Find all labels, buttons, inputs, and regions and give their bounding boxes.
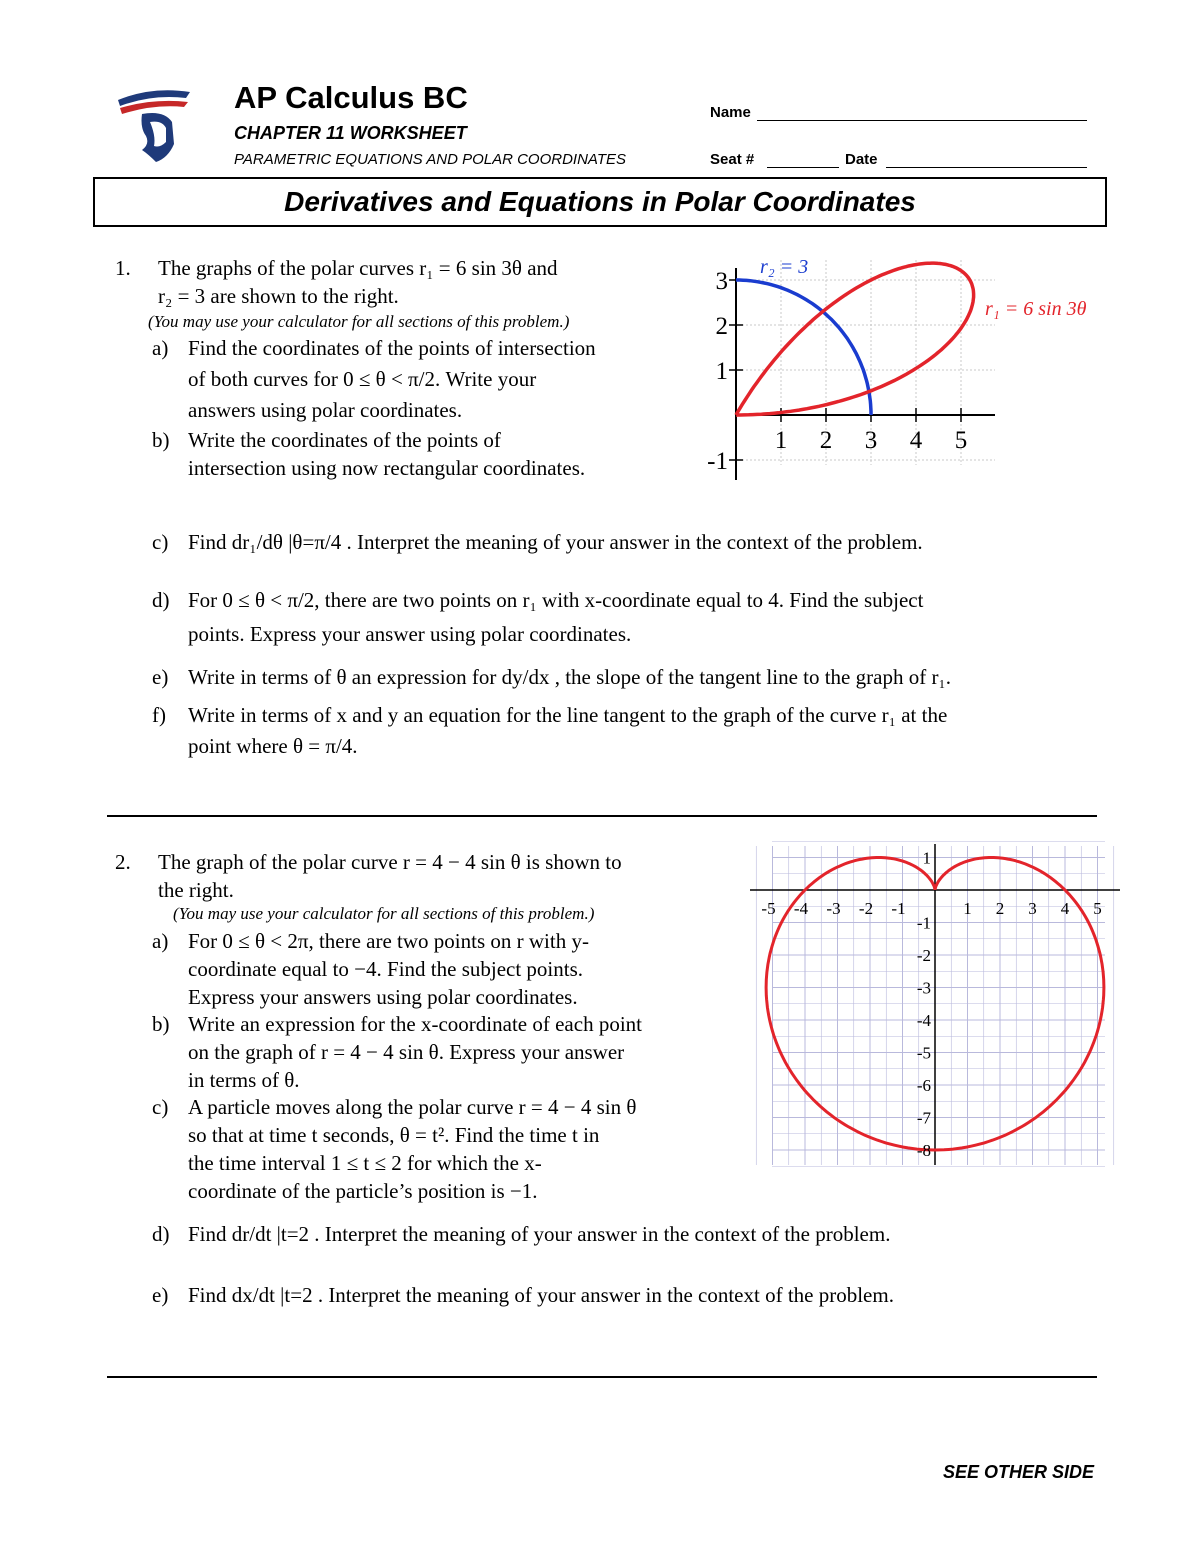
graph2-ytick-label: 1 [922, 848, 931, 868]
p2-e-label: e) [152, 1283, 169, 1307]
p1-e-text: Write in terms of θ an expression for dy/dx , the slope of the tangent line to the graph of r₁. [188, 665, 952, 689]
graph2-ytick-label: -1 [916, 913, 931, 933]
graph1-xtick-label: 3 [864, 427, 878, 454]
course-title: AP Calculus BC [234, 80, 468, 115]
date-line [886, 167, 1087, 168]
date-label: Date [845, 151, 878, 168]
problem1-stem: The graphs of the polar curves r₁ = 6 sin 3θ and r₂ = 3 are shown to the right. [158, 256, 558, 308]
graph2-xtick-label: -4 [793, 899, 809, 918]
graph2-xtick-label: 5 [1093, 899, 1102, 918]
graph1-ytick-label: -1 [707, 448, 728, 475]
graph2-ytick-label: -4 [916, 1011, 931, 1030]
graph2-ytick-label: -6 [916, 1076, 931, 1095]
problem2-number: 2. [115, 850, 131, 874]
name-label: Name [710, 104, 751, 121]
p2-c-text: A particle moves along the polar curve r = 4 − 4 sin θ so that at time t seconds, θ = t². Find the time t in the time interval 1 ≤ t ≤ 2 for which the x- coordinate of the particle’s position is −1. [188, 1095, 637, 1203]
p2-a-text: For 0 ≤ θ < 2π, there are two points on r with y- coordinate equal to −4. Find the subject points. Express your answers using polar coordinates. [188, 929, 589, 1009]
graph2-xtick-label: 4 [1060, 899, 1070, 918]
problem1-number: 1. [115, 256, 131, 280]
graph1-xtick-label: 4 [909, 427, 923, 454]
graph1-xtick-label: 5 [954, 427, 968, 454]
school-logo [112, 84, 194, 166]
graph2-xtick-label: -2 [858, 899, 874, 918]
footer-note: SEE OTHER SIDE [942, 1462, 1094, 1482]
title-box [93, 177, 1107, 227]
p2-d-label: d) [152, 1222, 170, 1246]
graph1-circle-r2 [736, 280, 871, 415]
graph1-label-r2: r₂ = 3 [760, 256, 809, 278]
problem2-note: (You may use your calculator for all sections of this problem.) [173, 904, 595, 923]
p1-c-text: Find dr₁/dθ |θ=π/4 . Interpret the meaning of your answer in the context of the problem. [188, 530, 923, 554]
graph2-ytick-label: -3 [916, 978, 931, 998]
graph2-ytick-label: -8 [916, 1141, 931, 1160]
chapter-title: CHAPTER 11 WORKSHEET [234, 123, 467, 143]
p2-a-label: a) [152, 929, 169, 953]
divider-2 [107, 1376, 1097, 1378]
graph1-ytick-label: 2 [715, 313, 728, 340]
graph2-ytick-label: -7 [916, 1108, 931, 1128]
problem1-note: (You may use your calculator for all sections of this problem.) [148, 312, 570, 331]
graph1-label-r1: r₁ = 6 sin 3θ [985, 298, 1087, 320]
graph2-xtick-label: 3 [1028, 899, 1037, 918]
p1-f-text: Write in terms of x and y an equation for the line tangent to the graph of the curve r₁ at the point where θ = π/4. [188, 703, 948, 758]
p2-b-text: Write an expression for the x-coordinate of each point on the graph of r = 4 − 4 sin θ. Express your answer in terms of θ. [188, 1012, 642, 1092]
p2-b-label: b) [152, 1012, 170, 1036]
p1-d-text: For 0 ≤ θ < π/2, there are two points on r₁ with x-coordinate equal to 4. Find the subject points. Express your answer using polar coordinates. [188, 588, 924, 646]
graph1-rose-and-circle [690, 240, 1130, 490]
seat-label: Seat # [710, 151, 755, 168]
seat-line [767, 167, 839, 168]
p1-b-label: b) [152, 428, 170, 452]
divider-1 [107, 815, 1097, 817]
graph1-xtick-label: 1 [774, 427, 788, 454]
graph2-xtick-label: -5 [761, 899, 776, 918]
p1-a-text: Find the coordinates of the points of intersection of both curves for 0 ≤ θ < π/2. Write your answers using polar coordinates. [188, 336, 596, 422]
p2-d-text: Find dr/dt |t=2 . Interpret the meaning of your answer in the context of the problem. [188, 1222, 891, 1246]
graph1-xtick-label: 2 [819, 427, 833, 454]
p2-e-text: Find dx/dt |t=2 . Interpret the meaning of your answer in the context of the problem. [188, 1283, 894, 1307]
graph2-ytick-label: -5 [916, 1043, 931, 1063]
graph2-xtick-label: -3 [826, 899, 841, 918]
worksheet-title: Derivatives and Equations in Polar Coordinates [284, 186, 916, 217]
graph1-ytick-label: 1 [715, 358, 728, 385]
graph2-xtick-label: 1 [963, 899, 972, 918]
name-line [757, 120, 1087, 121]
chapter-subtitle: PARAMETRIC EQUATIONS AND POLAR COORDINATES [234, 151, 626, 168]
p1-e-label: e) [152, 665, 169, 689]
graph2-xtick-label: -1 [891, 899, 906, 918]
p1-d-label: d) [152, 588, 170, 612]
p1-b-text: Write the coordinates of the points of intersection using now rectangular coordinates. [188, 428, 586, 480]
p1-f-label: f) [152, 703, 166, 727]
graph2-xtick-label: 2 [995, 899, 1005, 918]
graph2-ytick-label: -2 [916, 946, 931, 965]
p1-a-label: a) [152, 336, 169, 360]
p2-c-label: c) [152, 1095, 169, 1119]
graph2-cardioid [750, 840, 1130, 1175]
p1-c-label: c) [152, 530, 169, 554]
graph1-ytick-label: 3 [715, 268, 728, 295]
problem2-stem: The graph of the polar curve r = 4 − 4 sin θ is shown to the right. [158, 850, 622, 902]
